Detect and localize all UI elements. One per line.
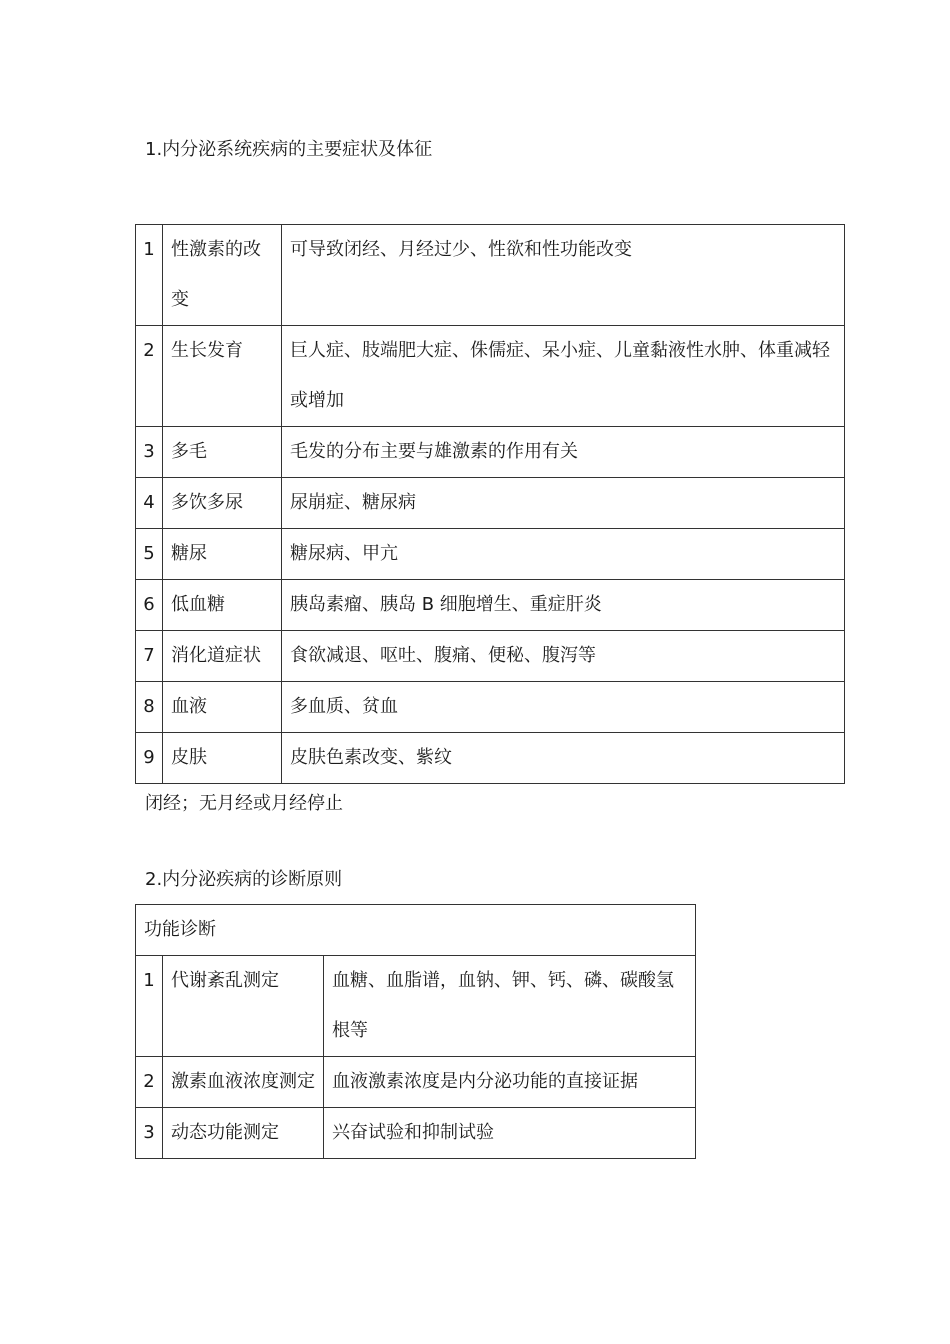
description-cell: 皮肤色素改变、紫纹 bbox=[282, 733, 845, 784]
table-row bbox=[136, 427, 845, 478]
table-row bbox=[136, 682, 845, 733]
description-cell: 巨人症、肢端肥大症、侏儒症、呆小症、儿童黏液性水肿、体重减轻或增加 bbox=[282, 326, 845, 427]
row-number: 2 bbox=[136, 326, 163, 427]
row-number: 4 bbox=[136, 478, 163, 529]
row-number: 9 bbox=[136, 733, 163, 784]
table-row bbox=[136, 631, 845, 682]
row-number: 8 bbox=[136, 682, 163, 733]
table-row bbox=[136, 1057, 696, 1108]
row-number: 6 bbox=[136, 580, 163, 631]
test-item-cell: 激素血液浓度测定 bbox=[163, 1057, 324, 1108]
description-cell: 血糖、血脂谱，血钠、钾、钙、磷、碳酸氢根等 bbox=[324, 956, 696, 1057]
table-row bbox=[136, 580, 845, 631]
diagnosis-table bbox=[135, 904, 696, 1159]
function-diagnosis-header: 功能诊断 bbox=[136, 905, 696, 956]
section1-title: 1.内分泌系统疾病的主要症状及体征 bbox=[145, 139, 433, 160]
row-number: 3 bbox=[136, 1108, 163, 1159]
test-item-cell: 动态功能测定 bbox=[163, 1108, 324, 1159]
symptom-cell: 多饮多尿 bbox=[163, 478, 282, 529]
description-cell: 兴奋试验和抑制试验 bbox=[324, 1108, 696, 1159]
description-cell: 血液激素浓度是内分泌功能的直接证据 bbox=[324, 1057, 696, 1108]
table-row bbox=[136, 956, 696, 1057]
row-number: 1 bbox=[136, 956, 163, 1057]
description-cell: 毛发的分布主要与雄激素的作用有关 bbox=[282, 427, 845, 478]
table-row bbox=[136, 529, 845, 580]
description-cell: 食欲减退、呕吐、腹痛、便秘、腹泻等 bbox=[282, 631, 845, 682]
description-cell: 多血质、贫血 bbox=[282, 682, 845, 733]
symptom-cell: 生长发育 bbox=[163, 326, 282, 427]
symptom-cell: 血液 bbox=[163, 682, 282, 733]
row-number: 2 bbox=[136, 1057, 163, 1108]
description-cell: 糖尿病、甲亢 bbox=[282, 529, 845, 580]
row-number: 1 bbox=[136, 225, 163, 326]
table-row bbox=[136, 733, 845, 784]
description-cell: 尿崩症、糖尿病 bbox=[282, 478, 845, 529]
test-item-cell: 代谢紊乱测定 bbox=[163, 956, 324, 1057]
row-number: 7 bbox=[136, 631, 163, 682]
symptom-cell: 性激素的改变 bbox=[163, 225, 282, 326]
symptom-cell: 消化道症状 bbox=[163, 631, 282, 682]
row-number: 5 bbox=[136, 529, 163, 580]
row-number: 3 bbox=[136, 427, 163, 478]
table-row bbox=[136, 326, 845, 427]
symptom-cell: 糖尿 bbox=[163, 529, 282, 580]
symptom-cell: 低血糖 bbox=[163, 580, 282, 631]
symptoms-table bbox=[135, 224, 845, 784]
table-row bbox=[136, 478, 845, 529]
table-row bbox=[136, 1108, 696, 1159]
table-header-row bbox=[136, 905, 696, 956]
table-row bbox=[136, 225, 845, 326]
description-cell: 胰岛素瘤、胰岛 B 细胞增生、重症肝炎 bbox=[282, 580, 845, 631]
description-cell: 可导致闭经、月经过少、性欲和性功能改变 bbox=[282, 225, 845, 326]
amenorrhea-note: 闭经；无月经或月经停止 bbox=[145, 793, 343, 814]
section2-title: 2.内分泌疾病的诊断原则 bbox=[145, 869, 343, 890]
symptom-cell: 皮肤 bbox=[163, 733, 282, 784]
symptom-cell: 多毛 bbox=[163, 427, 282, 478]
